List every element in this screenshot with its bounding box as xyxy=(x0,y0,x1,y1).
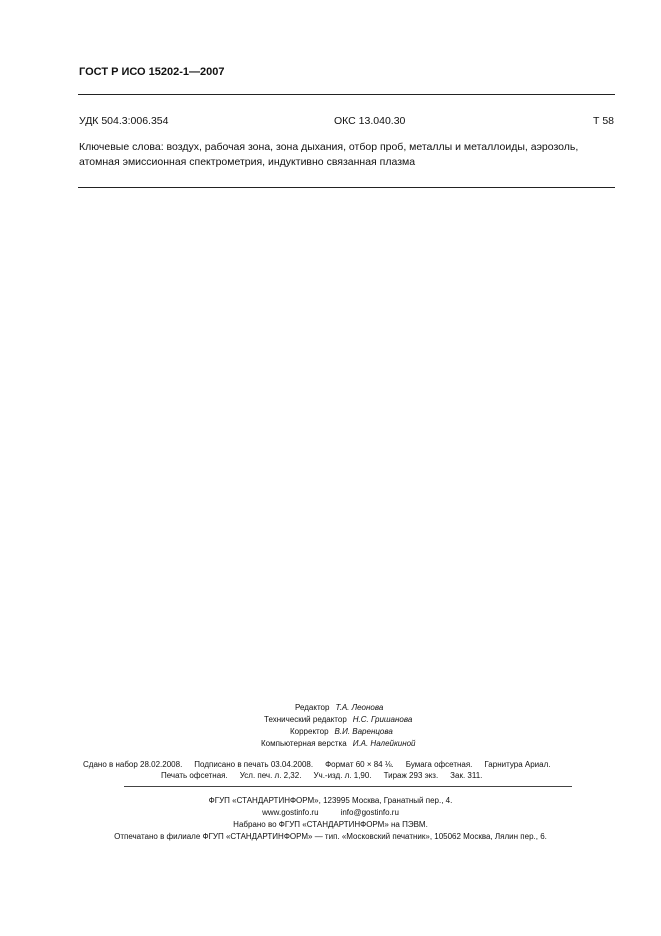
credit-name: И.А. Налейкиной xyxy=(352,739,416,748)
keywords-divider xyxy=(78,187,615,188)
publisher-website: www.gostinfo.ru xyxy=(262,808,319,817)
pub-publish-sheets: Уч.-изд. л. 1,90. xyxy=(313,771,372,780)
credit-role: Корректор xyxy=(290,727,329,736)
udk-code: УДК 504.3:006.354 xyxy=(79,115,169,127)
pub-print-sheets: Усл. печ. л. 2,32. xyxy=(239,771,302,780)
credit-name: В.И. Варенцова xyxy=(334,727,393,736)
pub-circulation: Тираж 293 экз. xyxy=(383,771,439,780)
credit-editor xyxy=(295,703,383,712)
publication-line-1 xyxy=(83,760,550,769)
publication-line-2 xyxy=(161,771,482,780)
pub-paper: Бумага офсетная. xyxy=(405,760,473,769)
credit-name: Н.С. Гришанова xyxy=(352,715,413,724)
credit-role: Технический редактор xyxy=(264,715,347,724)
publisher-divider xyxy=(124,786,572,787)
credit-tech-editor xyxy=(264,715,412,724)
credit-proofreader xyxy=(290,727,393,736)
t-code: Т 58 xyxy=(592,115,614,127)
publisher-print-note: Отпечатано в филиале ФГУП «СТАНДАРТИНФОРМ» — тип. «Московский печатник», 105062 Москва, Лялин пер., 6. xyxy=(114,832,547,841)
top-divider xyxy=(78,94,615,95)
pub-typeset-date: Сдано в набор 28.02.2008. xyxy=(83,760,183,769)
pub-format: Формат 60 × 84 ⅛. xyxy=(325,760,394,769)
publisher-contacts xyxy=(0,808,661,817)
standard-designation: ГОСТ Р ИСО 15202-1—2007 xyxy=(79,66,225,78)
credit-role: Компьютерная верстка xyxy=(261,739,347,748)
credit-role: Редактор xyxy=(295,703,330,712)
pub-signed-date: Подписано в печать 03.04.2008. xyxy=(194,760,314,769)
credit-name: Т.А. Леонова xyxy=(335,703,384,712)
pub-order: Зак. 311. xyxy=(450,771,483,780)
oks-code: ОКС 13.040.30 xyxy=(334,115,406,127)
credit-layout xyxy=(261,739,416,748)
publisher-email: info@gostinfo.ru xyxy=(340,808,399,817)
publisher-typeset-note: Набрано во ФГУП «СТАНДАРТИНФОРМ» на ПЭВМ. xyxy=(233,820,428,829)
publisher-address: ФГУП «СТАНДАРТИНФОРМ», 123995 Москва, Гранатный пер., 4. xyxy=(208,796,453,805)
keywords-text: Ключевые слова: воздух, рабочая зона, зона дыхания, отбор проб, металлы и металлоиды, аэрозоль, атомная эмиссионная спектрометрия, индуктивно связанная плазма xyxy=(79,141,579,168)
pub-typeface: Гарнитура Ариал. xyxy=(484,760,551,769)
pub-printing: Печать офсетная. xyxy=(161,771,228,780)
